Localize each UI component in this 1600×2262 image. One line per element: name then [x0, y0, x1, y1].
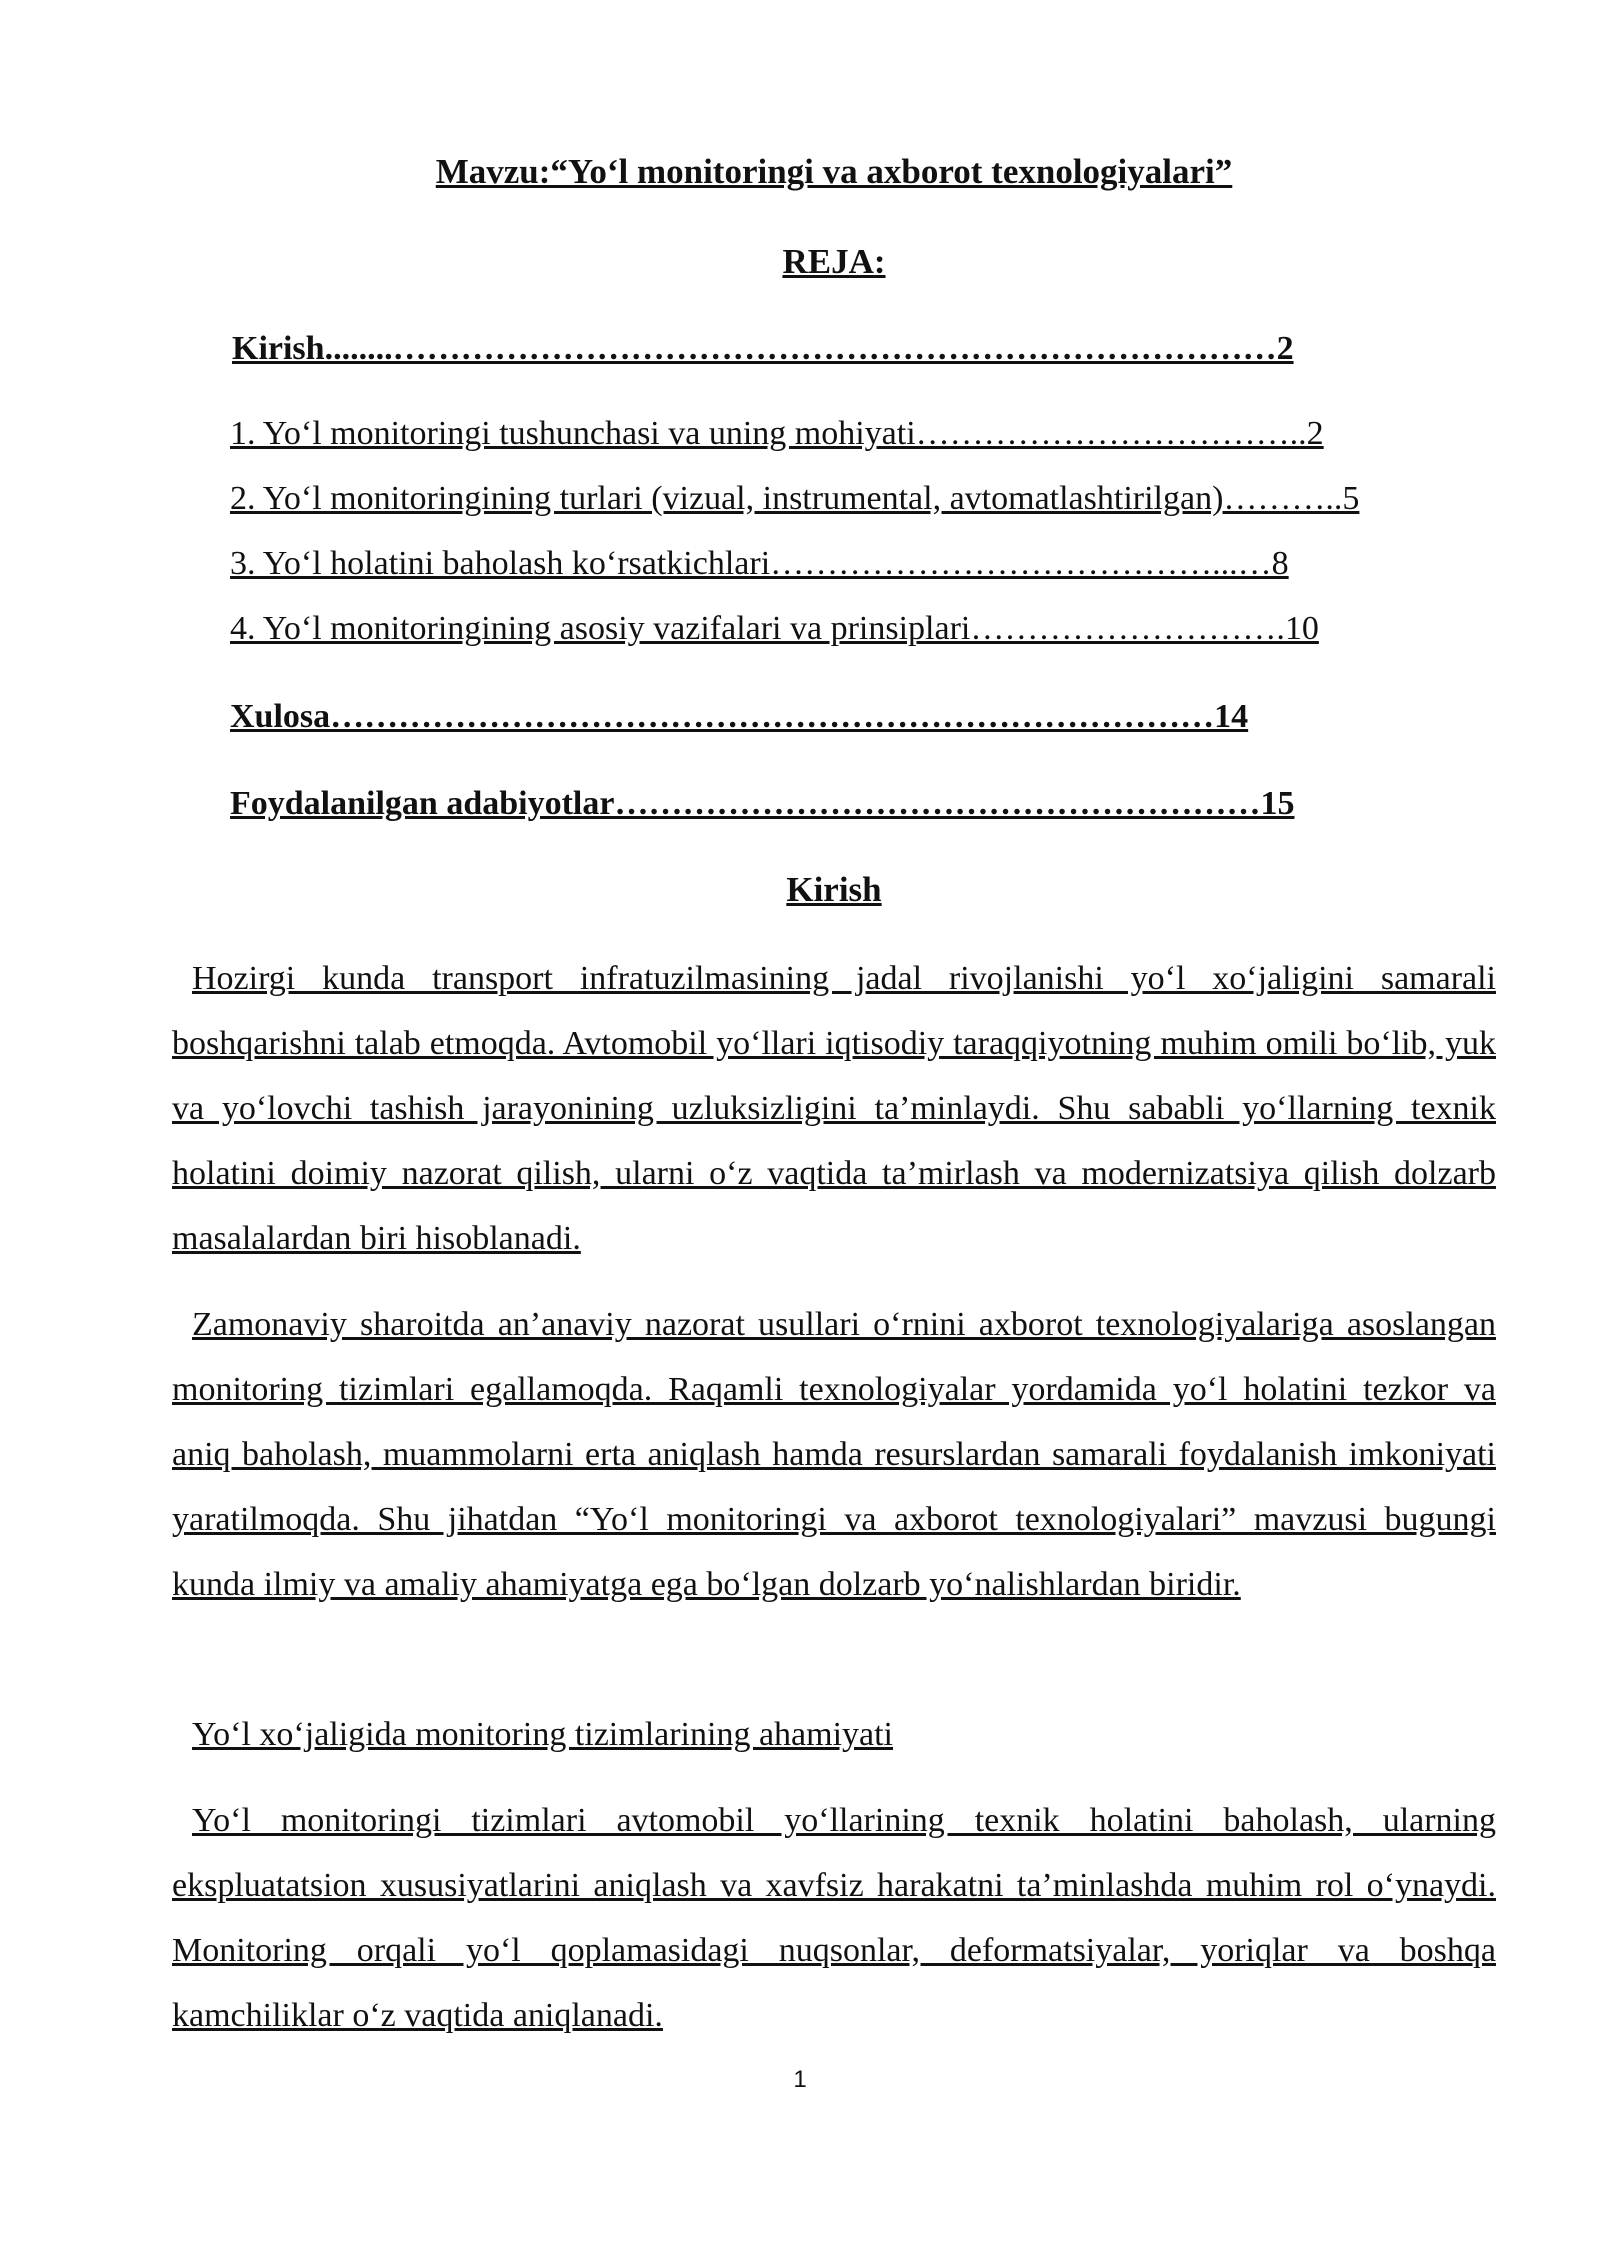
- toc-entry-4: 4. Yo‘l monitoringining asosiy vazifalari va prinsiplari……………………….10: [230, 610, 1319, 647]
- page-number: 1: [793, 2066, 807, 2093]
- toc-entry-references: Foydalanilgan adabiyotlar…………………………………………………15: [230, 785, 1295, 822]
- toc-entry-2: 2. Yo‘l monitoringining turlari (vizual, instrumental, avtomatlashtirilgan)………..5: [230, 480, 1360, 517]
- document-title: Mavzu:“Yo‘l monitoringi va axborot texnologiyalari”: [435, 152, 1233, 191]
- paragraph-2: Zamonaviy sharoitda an’anaviy nazorat usullari o‘rnini axborot texnologiyalariga asoslangan monitoring tizimlari egallamoqda. Raqamli texnologiyalar yordamida yo‘l holatini tezkor va aniq baholash, muammolarni erta aniqlash hamda resurslardan samarali foydalanish imkoniyati yaratilmoqda. Shu jihatdan “Yo‘l monitoringi va axborot texnologiyalari” mavzusi bugungi kunda ilmiy va amaliy ahamiyatga ega bo‘lgan dolzarb yo‘nalishlardan biridir.: [172, 1306, 1496, 1603]
- toc-entry-conclusion: Xulosa……………………………………………………………………14: [230, 698, 1249, 735]
- paragraph-1: Hozirgi kunda transport infratuzilmasining jadal rivojlanishi yo‘l xo‘jaligini samarali boshqarishni talab etmoqda. Avtomobil yo‘llari iqtisodiy taraqqiyotning muhim omili bo‘lib, yuk va yo‘lovchi tashish jarayonining uzluksizligini ta’minlaydi. Shu sababli yo‘llarning texnik holatini doimiy nazorat qilish, ularni o‘z vaqtida ta’mirlash va modernizatsiya qilish dolzarb masalalardan biri hisoblanadi.: [172, 960, 1496, 1257]
- toc-entry-3: 3. Yo‘l holatini baholash ko‘rsatkichlari…………………………………...…8: [230, 545, 1289, 582]
- plan-heading: REJA:: [782, 242, 886, 281]
- subheading-monitoring-importance: Yo‘l xo‘jaligida monitoring tizimlarining ahamiyati: [192, 1716, 894, 1753]
- toc-entry-intro: Kirish........……………………………………………………………………2: [232, 330, 1294, 367]
- toc-entry-1: 1. Yo‘l monitoringi tushunchasi va uning mohiyati……………………………..2: [230, 415, 1324, 452]
- paragraph-3: Yo‘l monitoringi tizimlari avtomobil yo‘llarining texnik holatini baholash, ularning ekspluatatsion xususiyatlarini aniqlash va xavfsiz harakatni ta’minlashda muhim rol o‘ynaydi. Monitoring orqali yo‘l qoplamasidagi nuqsonlar, deformatsiyalar, yoriqlar va boshqa kamchiliklar o‘z vaqtida aniqlanadi.: [172, 1802, 1496, 2034]
- section-heading-intro: Kirish: [786, 870, 882, 909]
